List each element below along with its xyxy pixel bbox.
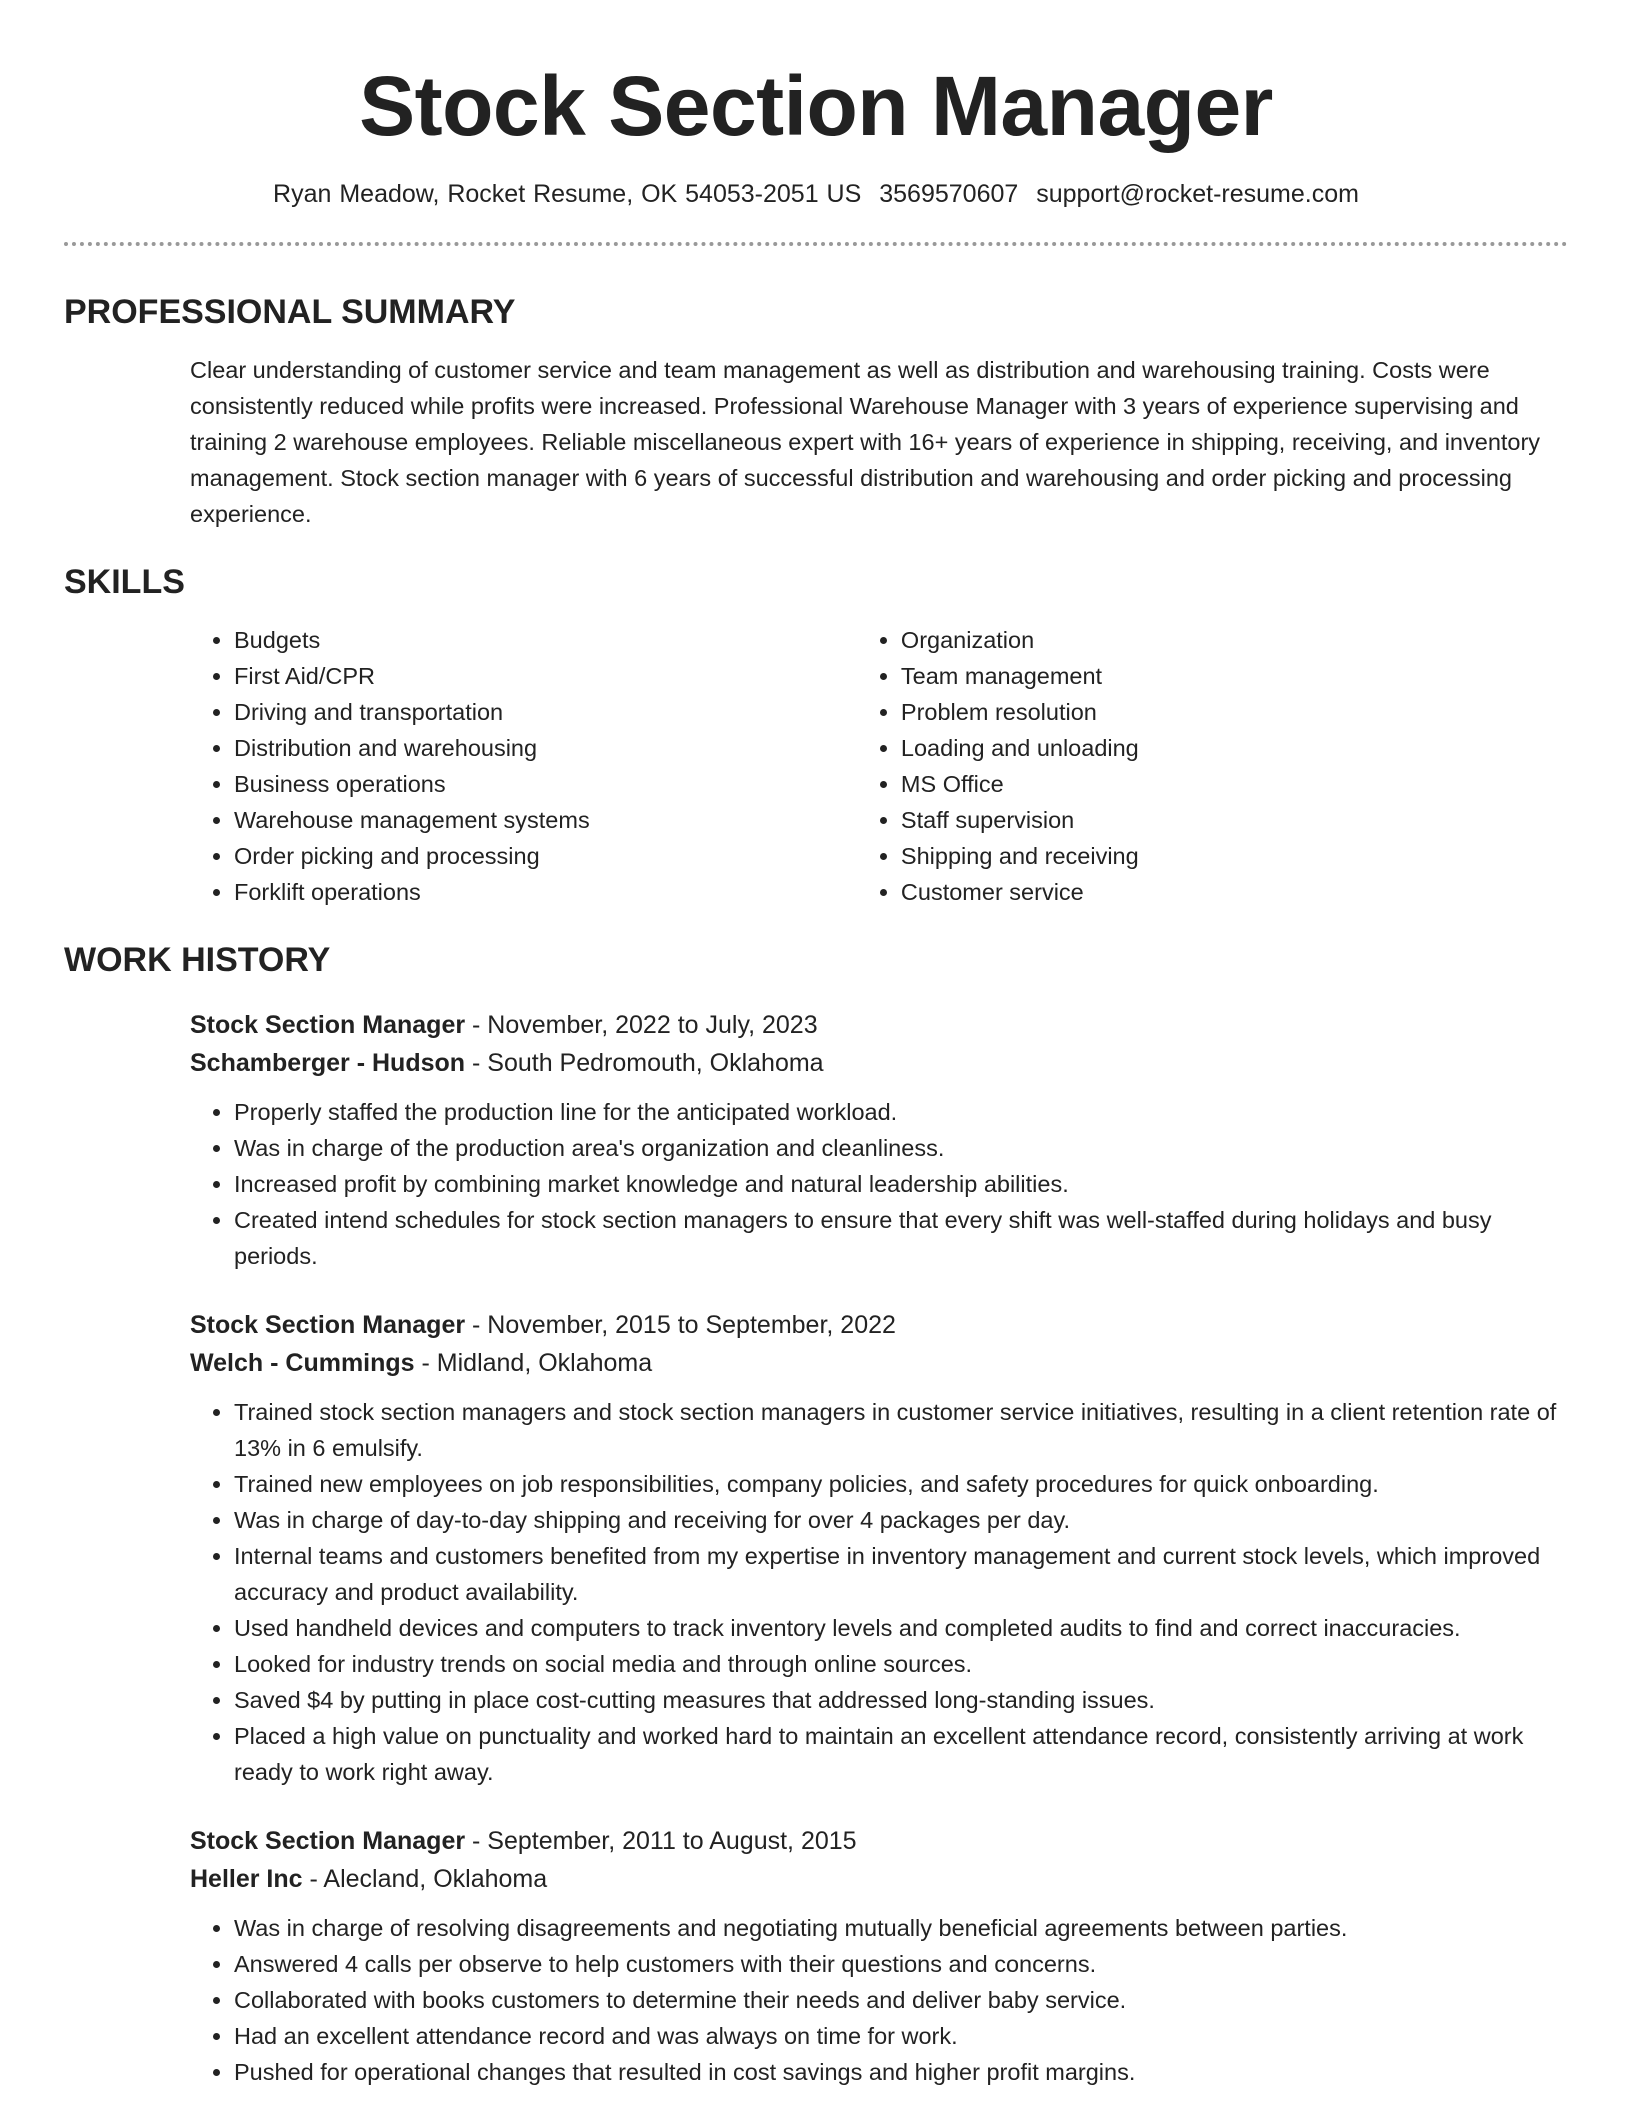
job-bullet: • Answered 4 calls per observe to help customers with their questions and concerns. [234,1946,1568,1982]
resume-title: Stock Section Manager [359,59,1273,153]
job-role: Stock Section Manager [190,1011,466,1039]
job-company: Welch - Cummings [190,1349,415,1377]
resume-header [0,0,1632,212]
job-bullet: • Properly staffed the production line for the anticipated workload. [234,1094,1568,1130]
skill-item: • Loading and unloading [901,730,1568,766]
job-role-line [190,1306,1568,1344]
skill-item: • Forklift operations [234,874,857,910]
job-bullet: • Collaborated with books customers to determine their needs and deliver baby service. [234,1982,1568,2018]
skill-item: • Staff supervision [901,802,1568,838]
job-location: - Alecland, Oklahoma [302,1865,548,1893]
job-company: Schamberger - Hudson [190,1049,466,1077]
job-company-line [190,1860,1568,1898]
job-role: Stock Section Manager [190,1311,466,1339]
job-dates: - November, 2015 to September, 2022 [465,1311,896,1339]
job-bullet: • Had an excellent attendance record and was always on time for work. [234,2018,1568,2054]
contact-line [0,176,1632,212]
job-role-line [190,1822,1568,1860]
job-bullet: • Placed a high value on punctuality and worked hard to maintain an excellent attendance record, consistently arriving at work ready to work right away. [234,1718,1568,1790]
skills-column-left [190,622,857,910]
job-location: - South Pedromouth, Oklahoma [465,1049,824,1077]
job-dates: - September, 2011 to August, 2015 [465,1827,857,1855]
job-entry [190,1822,1568,2090]
job-bullet: • Internal teams and customers benefited from my expertise in inventory management and current stock levels, which improved accuracy and product availability. [234,1538,1568,1610]
job-role: Stock Section Manager [190,1827,466,1855]
job-bullet: • Saved $4 by putting in place cost-cutting measures that addressed long-standing issues. [234,1682,1568,1718]
job-company-line [190,1044,1568,1082]
job-bullet: • Trained new employees on job responsibilities, company policies, and safety procedures for quick onboarding. [234,1466,1568,1502]
job-company: Heller Inc [190,1865,303,1893]
skills-heading: SKILLS [64,563,185,601]
job-entry [190,1306,1568,1790]
job-bullet: • Trained stock section managers and stock section managers in customer service initiatives, resulting in a client retention rate of 13% in 6 emulsify. [234,1394,1568,1466]
contact-phone: 3569570607 [879,180,1019,208]
skill-item: • Organization [901,622,1568,658]
job-bullet: • Created intend schedules for stock section managers to ensure that every shift was well-staffed during holidays and busy periods. [234,1202,1568,1274]
contact-address: Ryan Meadow, Rocket Resume, OK 54053-2051 US [273,180,862,208]
job-bullet: • Was in charge of resolving disagreements and negotiating mutually beneficial agreements between parties. [234,1910,1568,1946]
summary-text: Clear understanding of customer service and team management as well as distribution and warehousing training. Costs were consistently reduced while profits were increased. Professional Warehouse Manager with 3 years of experience supervising and training 2 warehouse employees. Reliable miscellaneous expert with 16+ years of experience in shipping, receiving, and inventory management. Stock section manager with 6 years of successful distribution and warehousing and order picking and processing experience. [190,357,1541,527]
job-company-line [190,1344,1568,1382]
job-bullet: • Was in charge of the production area's organization and cleanliness. [234,1130,1568,1166]
job-bullets [190,1094,1568,1274]
skills-column-right [857,622,1568,910]
job-location: - Midland, Oklahoma [414,1349,653,1377]
skill-item: • Customer service [901,874,1568,910]
job-bullet: • Increased profit by combining market knowledge and natural leadership abilities. [234,1166,1568,1202]
skills-list [190,622,1568,910]
skill-item: • Team management [901,658,1568,694]
skill-item: • Warehouse management systems [234,802,857,838]
skill-item: • First Aid/CPR [234,658,857,694]
job-bullet: • Looked for industry trends on social media and through online sources. [234,1646,1568,1682]
header-divider [64,242,1568,246]
summary-heading: PROFESSIONAL SUMMARY [64,293,516,331]
work-history-heading: WORK HISTORY [64,941,331,979]
job-bullets [190,1910,1568,2090]
job-dates: - November, 2022 to July, 2023 [465,1011,818,1039]
job-entry [190,1006,1568,1274]
skill-item: • MS Office [901,766,1568,802]
job-bullet: • Used handheld devices and computers to track inventory levels and completed audits to find and correct inaccuracies. [234,1610,1568,1646]
skill-item: • Shipping and receiving [901,838,1568,874]
job-role-line [190,1006,1568,1044]
skill-item: • Order picking and processing [234,838,857,874]
job-bullet: • Was in charge of day-to-day shipping and receiving for over 4 packages per day. [234,1502,1568,1538]
contact-email: support@rocket-resume.com [1036,180,1359,208]
job-bullets [190,1394,1568,1790]
skill-item: • Distribution and warehousing [234,730,857,766]
skill-item: • Driving and transportation [234,694,857,730]
job-bullet: • Pushed for operational changes that resulted in cost savings and higher profit margins. [234,2054,1568,2090]
skill-item: • Problem resolution [901,694,1568,730]
skill-item: • Business operations [234,766,857,802]
skill-item: • Budgets [234,622,857,658]
